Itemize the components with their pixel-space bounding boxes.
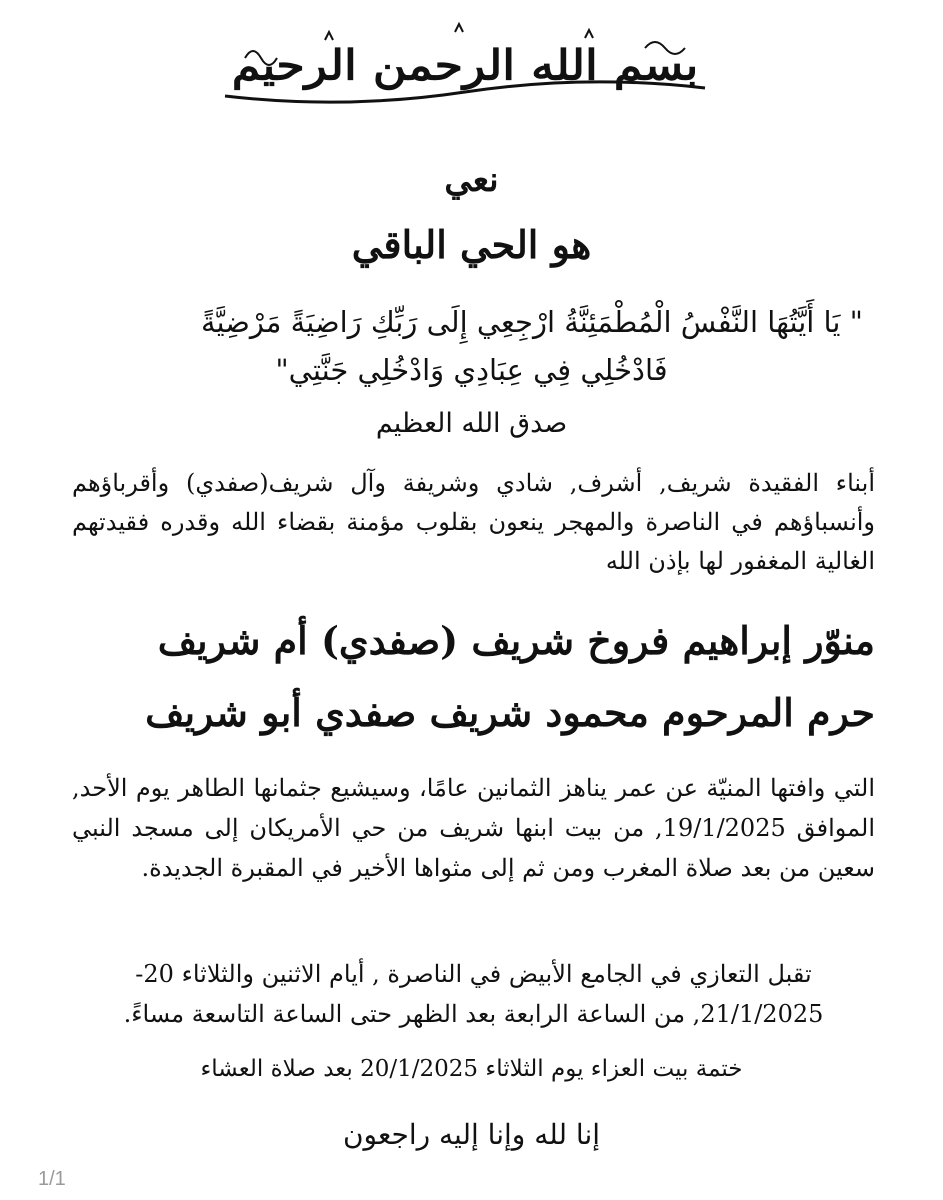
quran-verse-line-1: " يَا أَيَّتُهَا النَّفْسُ الْمُطْمَئِنَّةُ ارْجِعِي إِلَى رَبِّكِ رَاضِيَةً مَرْضِيَّةً (200, 305, 863, 339)
funeral-paragraph: التي وافتها المنيّة عن عمر يناهز الثمانين عامًا، وسيشيع جثمانها الطاهر يوم الأحد, الموافق 19/1/2025, من بيت ابنها شريف من حي الأمريكان إلى مسجد النبي سعين من بعد صلاة المغرب ومن ثم إلى مثواها الأخير في المقبرة الجديدة. (72, 774, 875, 882)
basmala-calligraphy (205, 18, 725, 118)
closing-ceremony-text: ختمة بيت العزاء يوم الثلاثاء 20/1/2025 بعد صلاة العشاء (200, 1056, 743, 1082)
announcement-paragraph: أبناء الفقيدة شريف, أشرف, شادي وشريفة وآل شريف(صفدي) وأقرباؤهم وأنسباؤهم في الناصرة والمهجر ينعون بقلوب مؤمنة بقضاء الله وقدره فقيدتهم الغالية المغفور لها بإذن الله (72, 469, 875, 575)
condolences-paragraph: تقبل التعازي في الجامع الأبيض في الناصرة , أيام الاثنين والثلاثاء 20-21/1/2025, من الساعة الرابعة بعد الظهر حتى الساعة التاسعة مساءً. (123, 960, 824, 1028)
spouse-line: حرم المرحوم محمود شريف صفدي أبو شريف (145, 690, 875, 735)
obituary-subtitle: هو الحي الباقي (351, 222, 592, 267)
verse-closing: صدق الله العظيم (375, 408, 568, 439)
deceased-name: منوّر إبراهيم فروخ شريف (صفدي) أم شريف (157, 618, 875, 663)
final-phrase: إنا لله وإنا إليه راجعون (342, 1118, 601, 1151)
quran-verse-line-2: فَادْخُلِي فِي عِبَادِي وَادْخُلِي جَنَّتِي" (275, 353, 668, 387)
obituary-title: نعي (444, 160, 499, 200)
page-indicator: 1/1 (38, 1168, 66, 1190)
basmala-text: بسم الله الرحمن الرحيم (231, 40, 699, 90)
